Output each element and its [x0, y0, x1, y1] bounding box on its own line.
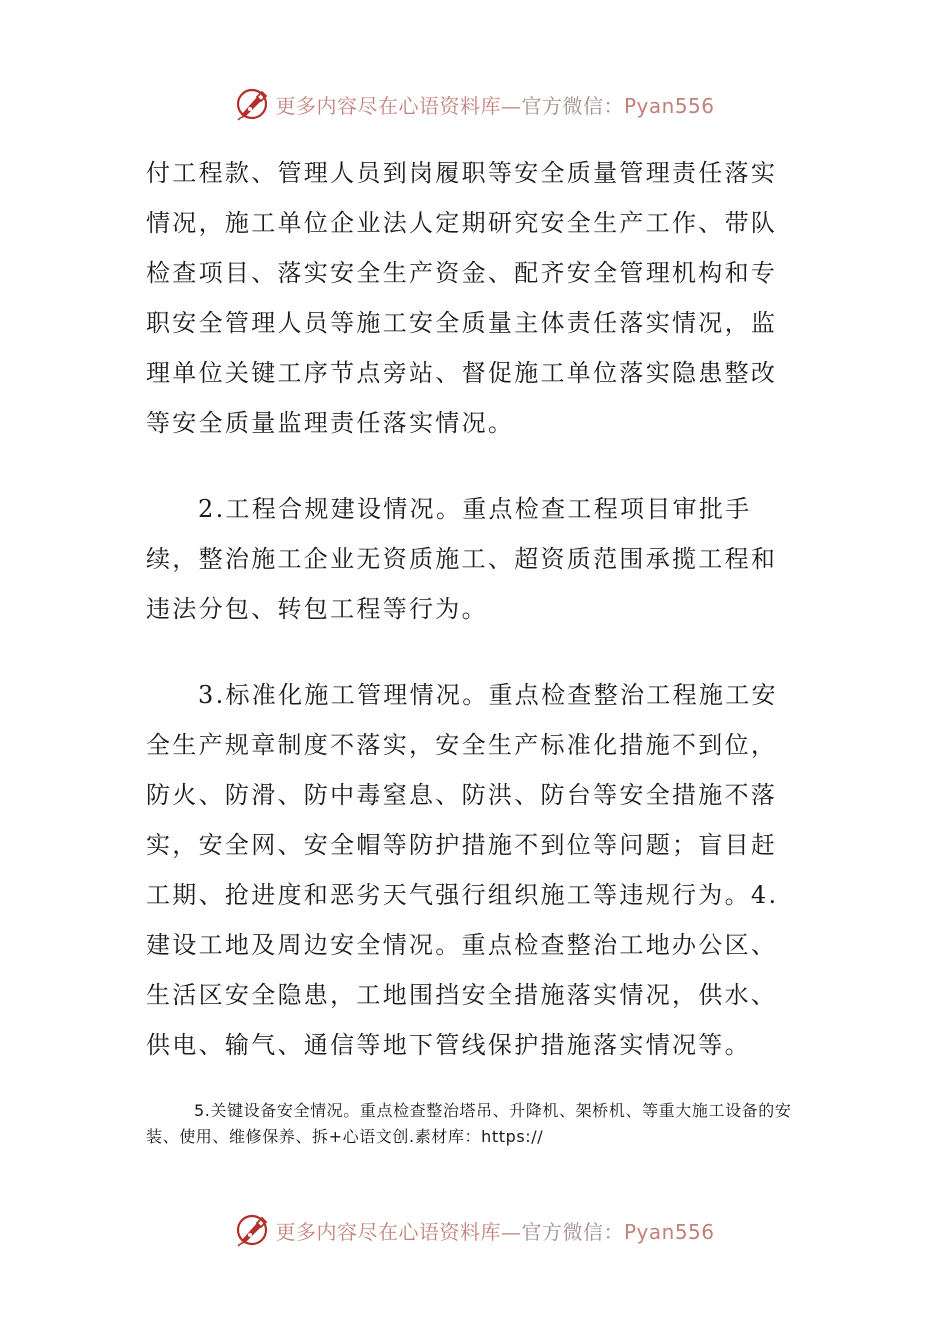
footer-official-label: 官方微信：: [521, 1219, 624, 1244]
pen-nib-logo-icon: [235, 87, 269, 121]
pen-nib-logo-icon: [235, 1213, 269, 1247]
footer-wechat-id: Pyan556: [623, 1219, 715, 1244]
footer-brand: 更多内容尽在心语资料库: [275, 1219, 501, 1244]
body-paragraph-2: 2.工程合规建设情况。重点检查工程项目审批手续，整治施工企业无资质施工、超资质范围承揽工程和违法分包、转包工程等行为。: [146, 495, 778, 623]
header-banner: [0, 84, 950, 124]
header-dash: —: [500, 93, 522, 118]
header-banner-text: [275, 90, 714, 119]
header-official-label: 官方微信：: [521, 93, 624, 118]
small-note-paragraph: 5.关键设备安全情况。重点检查整治塔吊、升降机、架桥机、等重大施工设备的安装、使用、维修保养、拆+心语文创.素材库：https://: [146, 1101, 792, 1146]
body-paragraph-3: 3.标准化施工管理情况。重点检查整治工程施工安全生产规章制度不落实，安全生产标准化措施不到位，防火、防滑、防中毒窒息、防洪、防台等安全措施不落实，安全网、安全帽等防护措施不到位等问题；盲目赶工期、抢进度和恶劣天气强行组织施工等违规行为。4.建设工地及周边安全情况。重点检查整治工地办公区、生活区安全隐患，工地围挡安全措施落实情况，供水、供电、输气、通信等地下管线保护措施落实情况等。: [146, 681, 779, 1059]
body-paragraph-1: 付工程款、管理人员到岗履职等安全质量管理责任落实情况，施工单位企业法人定期研究安全生产工作、带队检查项目、落实安全生产资金、配齐安全管理机构和专职安全管理人员等施工安全质量主体责任落实情况，监理单位关键工序节点旁站、督促施工单位落实隐患整改等安全质量监理责任落实情况。: [146, 159, 778, 437]
header-wechat-id: Pyan556: [623, 93, 715, 118]
footer-dash: —: [500, 1219, 522, 1244]
document-body: [146, 148, 796, 1070]
footer-banner: [0, 1210, 950, 1250]
footer-banner-text: [275, 1216, 714, 1245]
header-brand: 更多内容尽在心语资料库: [275, 93, 501, 118]
